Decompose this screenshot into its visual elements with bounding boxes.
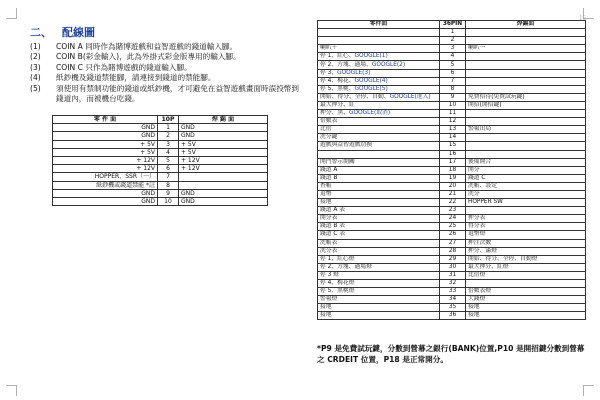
google-key-label: GOOGLE(取消) <box>349 110 391 117</box>
cell-solder-side: 押注次數 <box>466 239 586 247</box>
table-row <box>318 215 586 223</box>
cell-solder-side: 倍數表燈 <box>466 288 586 296</box>
list-item-number: (2) <box>30 52 41 62</box>
cell-solder-side: 免費招待(免費試玩鍵) <box>466 93 586 101</box>
cell-solder-side: 洗帳、設定 <box>466 182 586 190</box>
table-row <box>318 53 586 61</box>
page-number: 16 <box>579 14 586 22</box>
list-item <box>30 52 302 62</box>
cell-component-side <box>318 150 440 158</box>
cell-pin: 16 <box>440 150 466 158</box>
cell-solder-side: 開始、得分、全停、自動燈 <box>466 255 586 263</box>
notes-list <box>30 42 302 104</box>
col-header-pin: 36PIN <box>440 21 466 29</box>
cell-pin: 9 <box>440 93 466 101</box>
cell-component-side: 比倍 <box>318 126 440 134</box>
crop-mark-bottom-left <box>6 385 17 396</box>
cell-component-side <box>318 29 440 37</box>
cell-pin: 3 <box>158 140 179 148</box>
table-row <box>318 77 586 85</box>
cell-solder-side <box>466 77 586 85</box>
table-row <box>318 296 586 304</box>
cell-solder-side: 接地 <box>466 312 586 320</box>
cell-pin: 14 <box>440 134 466 142</box>
cell-solder-side: 喇叭一 <box>466 45 586 53</box>
cell-solder-side: 開分 <box>466 166 586 174</box>
cell-solder-side: 大錢燈 <box>466 296 586 304</box>
cell-component-side: 停 3 燈 <box>318 271 440 279</box>
google-key-label: GOOGLE(3) <box>337 69 371 76</box>
table-row <box>53 181 268 189</box>
table-row <box>318 158 586 166</box>
table-row <box>318 166 586 174</box>
cell-pin: 19 <box>440 174 466 182</box>
cell-solder-side: 退幣燈 <box>466 231 586 239</box>
cell-component-side: 洗帳表 <box>318 239 440 247</box>
table-row <box>318 280 586 288</box>
table-row <box>318 29 586 37</box>
table-row <box>53 189 268 197</box>
list-item-number: (4) <box>30 73 41 83</box>
cell-solder-side: GND <box>179 132 268 140</box>
table-row <box>318 255 586 263</box>
list-item-number: (3) <box>30 62 41 72</box>
cell-solder-side <box>466 118 586 126</box>
cell-component-side: 停 4、梅花、GOOGLE(4) <box>318 77 440 85</box>
cell-pin: 8 <box>158 181 179 189</box>
cell-component-side: 停 1、紅心燈 <box>318 255 440 263</box>
table-row <box>318 271 586 279</box>
cell-component-side: GND <box>53 132 158 140</box>
cell-component-side: HOPPER、SSR（一） <box>53 173 158 181</box>
list-item-text: 須使用有禁制功能的錢道或紙鈔機，才可避免在益智遊戲畫面時誤投幣到錢道內，而被機台吃錢。 <box>56 83 299 104</box>
cell-pin: 27 <box>440 239 466 247</box>
cell-pin: 35 <box>440 304 466 312</box>
table-row <box>53 124 268 132</box>
cell-component-side: 接地 <box>318 304 440 312</box>
table-row <box>318 199 586 207</box>
cell-pin: 34 <box>440 296 466 304</box>
cell-solder-side <box>466 150 586 158</box>
cell-solder-side: GND <box>179 197 268 205</box>
cell-solder-side: 最大押分、紅燈 <box>466 263 586 271</box>
cell-pin: 29 <box>440 255 466 263</box>
table-row <box>318 85 586 93</box>
col-header-solder-side: 焊 錫 面 <box>179 116 268 124</box>
cell-component-side: 接地 <box>318 199 440 207</box>
cell-component-side: 停 2、方塊、過場燈 <box>318 263 440 271</box>
table-row <box>318 93 586 101</box>
list-item-number: (5) <box>30 83 41 93</box>
cell-solder-side: + 5V <box>179 140 268 148</box>
table-row <box>318 288 586 296</box>
cell-solder-side: 押分、滿燈 <box>466 247 586 255</box>
cell-pin: 7 <box>440 77 466 85</box>
cell-solder-side <box>466 85 586 93</box>
pinout-table-36pin-body <box>318 29 586 320</box>
cell-pin: 2 <box>440 37 466 45</box>
cell-solder-side: 錢道 C <box>466 174 586 182</box>
cell-component-side: 接地 <box>318 312 440 320</box>
cell-component-side: 停 5、黑桃燈 <box>318 288 440 296</box>
cell-pin: 12 <box>440 118 466 126</box>
table-row <box>53 148 268 156</box>
cell-pin: 20 <box>440 182 466 190</box>
table-row <box>53 132 268 140</box>
cell-pin: 33 <box>440 288 466 296</box>
cell-pin: 8 <box>440 85 466 93</box>
cell-solder-side: 接地 <box>466 304 586 312</box>
cell-component-side: 開門警示開關 <box>318 158 440 166</box>
cell-component-side: + 5V <box>53 148 158 156</box>
table-row <box>318 37 586 45</box>
section-heading <box>30 24 105 40</box>
cell-pin: 26 <box>440 231 466 239</box>
cell-component-side: GND <box>53 124 158 132</box>
cell-pin: 24 <box>440 215 466 223</box>
cell-solder-side <box>466 110 586 118</box>
cell-component-side: 洗分表 <box>318 247 440 255</box>
cell-component-side: 停 1、紅心、GOOGLE(1) <box>318 53 440 61</box>
cell-solder-side <box>466 280 586 288</box>
table-row <box>318 134 586 142</box>
cell-solder-side: 押分表 <box>466 215 586 223</box>
cell-pin: 31 <box>440 271 466 279</box>
cell-component-side: 錢道 C 表 <box>318 231 440 239</box>
cell-component-side: + 12V <box>53 165 158 173</box>
cell-pin: 4 <box>440 53 466 61</box>
cell-component-side: 洗分鍵 <box>318 134 440 142</box>
cell-pin: 28 <box>440 247 466 255</box>
cell-solder-side: 比倍燈 <box>466 271 586 279</box>
cell-component-side: + 12V <box>53 156 158 164</box>
crop-mark-top-left <box>6 8 17 19</box>
pinout-table-10p-body <box>53 124 268 206</box>
section-number: 二、 <box>30 26 52 39</box>
pinout-table-10p <box>52 115 268 206</box>
footnote: *P9 是免費試玩鍵，分數到營幕之銀行(BANK)位置,P10 是開招鍵分數到營幕之 CRDEIT 位置，P18 是正常開分。 <box>317 344 585 364</box>
cell-component-side: 停 2、方塊、過場、GOOGLE(2) <box>318 61 440 69</box>
table-header-row <box>53 116 268 124</box>
cell-solder-side: 洗分 <box>466 190 586 198</box>
table-row <box>318 231 586 239</box>
cell-component-side: 錢道 A <box>318 166 440 174</box>
cell-solder-side: + 5V <box>179 148 268 156</box>
list-item <box>30 84 302 105</box>
cell-pin: 11 <box>440 110 466 118</box>
table-header-row <box>318 21 586 29</box>
list-item-text: 紙鈔機及錢道禁能腳，請連接到錢道的禁能腳。 <box>56 73 216 83</box>
cell-solder-side <box>466 53 586 61</box>
cell-component-side: 喇叭＋ <box>318 45 440 53</box>
cell-component-side: 退幣 <box>318 190 440 198</box>
cell-pin: 6 <box>158 165 179 173</box>
cell-pin: 1 <box>440 29 466 37</box>
cell-solder-side: 後備開合 <box>466 158 586 166</box>
section-title: 配線圖 <box>62 26 95 39</box>
list-item-text: COIN B(彩金輸入)，此為外掛式彩金版專用的輸入腳。 <box>56 52 241 62</box>
list-item <box>30 73 302 83</box>
cell-pin: 15 <box>440 142 466 150</box>
cell-component-side: GND <box>53 197 158 205</box>
table-row <box>318 312 586 320</box>
cell-component-side: 遊戲與益智遊戲切換 <box>318 142 440 150</box>
table-row <box>318 223 586 231</box>
cell-solder-side <box>466 37 586 45</box>
col-header-solder-side: 焊錫面 <box>466 21 586 29</box>
table-row <box>53 173 268 181</box>
cell-pin: 21 <box>440 190 466 198</box>
cell-component-side: 倍數表 <box>318 118 440 126</box>
cell-component-side: 停 5、黑桃、GOOGLE(5) <box>318 85 440 93</box>
table-row <box>318 182 586 190</box>
cell-pin: 5 <box>158 156 179 164</box>
pinout-table-36pin <box>317 20 586 320</box>
table-row <box>318 304 586 312</box>
table-row <box>318 207 586 215</box>
cell-solder-side: HOPPER SW <box>466 199 586 207</box>
cell-solder-side <box>466 69 586 77</box>
table-row <box>53 140 268 148</box>
table-row <box>318 174 586 182</box>
cell-solder-side <box>466 142 586 150</box>
cell-component-side <box>318 37 440 45</box>
crop-mark-bottom-right <box>583 385 594 396</box>
table-row <box>318 118 586 126</box>
cell-solder-side <box>179 181 268 189</box>
cell-pin: 25 <box>440 223 466 231</box>
cell-pin: 36 <box>440 312 466 320</box>
cell-component-side: GND <box>53 189 158 197</box>
table-row <box>318 126 586 134</box>
google-key-label: GOOGLE(進入) <box>389 93 431 100</box>
list-item <box>30 63 302 73</box>
table-row <box>53 156 268 164</box>
cell-solder-side <box>179 173 268 181</box>
col-header-pin: 10P <box>158 116 179 124</box>
list-item-number: (1) <box>30 42 41 51</box>
cell-component-side: 錢道 B <box>318 174 440 182</box>
cell-solder-side: + 12V <box>179 156 268 164</box>
cell-pin: 17 <box>440 158 466 166</box>
google-key-label: GOOGLE(2) <box>371 61 406 68</box>
cell-component-side: 開分表 <box>318 215 440 223</box>
cell-pin: 30 <box>440 263 466 271</box>
cell-pin: 1 <box>158 124 179 132</box>
cell-component-side: 紙鈔機或錢道禁能 *註 <box>53 181 158 189</box>
list-item-text: COIN A 同時作為賭博遊戲和益智遊戲的錢道輸入腳。 <box>56 42 238 51</box>
table-row <box>318 150 586 158</box>
google-key-label: GOOGLE(4) <box>354 77 388 84</box>
table-row <box>318 69 586 77</box>
cell-pin: 2 <box>158 132 179 140</box>
table-row <box>318 61 586 69</box>
cell-pin: 23 <box>440 207 466 215</box>
cell-solder-side: 開招(開招鍵) <box>466 101 586 109</box>
col-header-component-side: 零 件 面 <box>53 116 158 124</box>
cell-pin: 6 <box>440 69 466 77</box>
cell-pin: 22 <box>440 199 466 207</box>
list-item <box>30 42 302 52</box>
cell-pin: 10 <box>158 197 179 205</box>
table-row <box>318 45 586 53</box>
cell-pin: 18 <box>440 166 466 174</box>
cell-pin: 3 <box>440 45 466 53</box>
cell-solder-side: + 12V <box>179 165 268 173</box>
cell-solder-side: GND <box>179 189 268 197</box>
cell-solder-side <box>466 61 586 69</box>
table-row <box>318 101 586 109</box>
table-row <box>53 165 268 173</box>
table-row <box>318 263 586 271</box>
list-item-text: COIN C 只作為賭博遊戲的錢道輸入腳。 <box>56 62 192 72</box>
cell-component-side: 押分、黑、GOOGLE(取消) <box>318 110 440 118</box>
cell-solder-side: 得分表 <box>466 223 586 231</box>
cell-pin: 10 <box>440 101 466 109</box>
cell-component-side: 停 4、梅花燈 <box>318 280 440 288</box>
cell-component-side: 錢道 A 表 <box>318 207 440 215</box>
cell-component-side: 最大押分、紅 <box>318 101 440 109</box>
cell-solder-side <box>466 29 586 37</box>
table-row <box>53 197 268 205</box>
cell-solder-side: GND <box>179 124 268 132</box>
cell-component-side: 停 3、GOOGLE(3) <box>318 69 440 77</box>
table-row <box>318 110 586 118</box>
cell-component-side: 警報燈 <box>318 296 440 304</box>
table-row <box>318 142 586 150</box>
table-row <box>318 190 586 198</box>
cell-solder-side <box>466 134 586 142</box>
google-key-label: GOOGLE(1) <box>354 53 388 60</box>
cell-solder-side: 警報出局 <box>466 126 586 134</box>
cell-pin: 4 <box>158 148 179 156</box>
google-key-label: GOOGLE(5) <box>354 85 388 92</box>
table-row <box>318 247 586 255</box>
cell-solder-side <box>466 207 586 215</box>
cell-component-side: + 5V <box>53 140 158 148</box>
cell-component-side: 錢道 B 表 <box>318 223 440 231</box>
cell-component-side: 開始、得分、全停、自動、GOOGLE(進入) <box>318 93 440 101</box>
cell-pin: 9 <box>158 189 179 197</box>
table-row <box>318 239 586 247</box>
cell-pin: 32 <box>440 280 466 288</box>
cell-pin: 5 <box>440 61 466 69</box>
col-header-component-side: 零件面 <box>318 21 440 29</box>
cell-pin: 13 <box>440 126 466 134</box>
cell-pin: 7 <box>158 173 179 181</box>
cell-component-side: 查帳 <box>318 182 440 190</box>
